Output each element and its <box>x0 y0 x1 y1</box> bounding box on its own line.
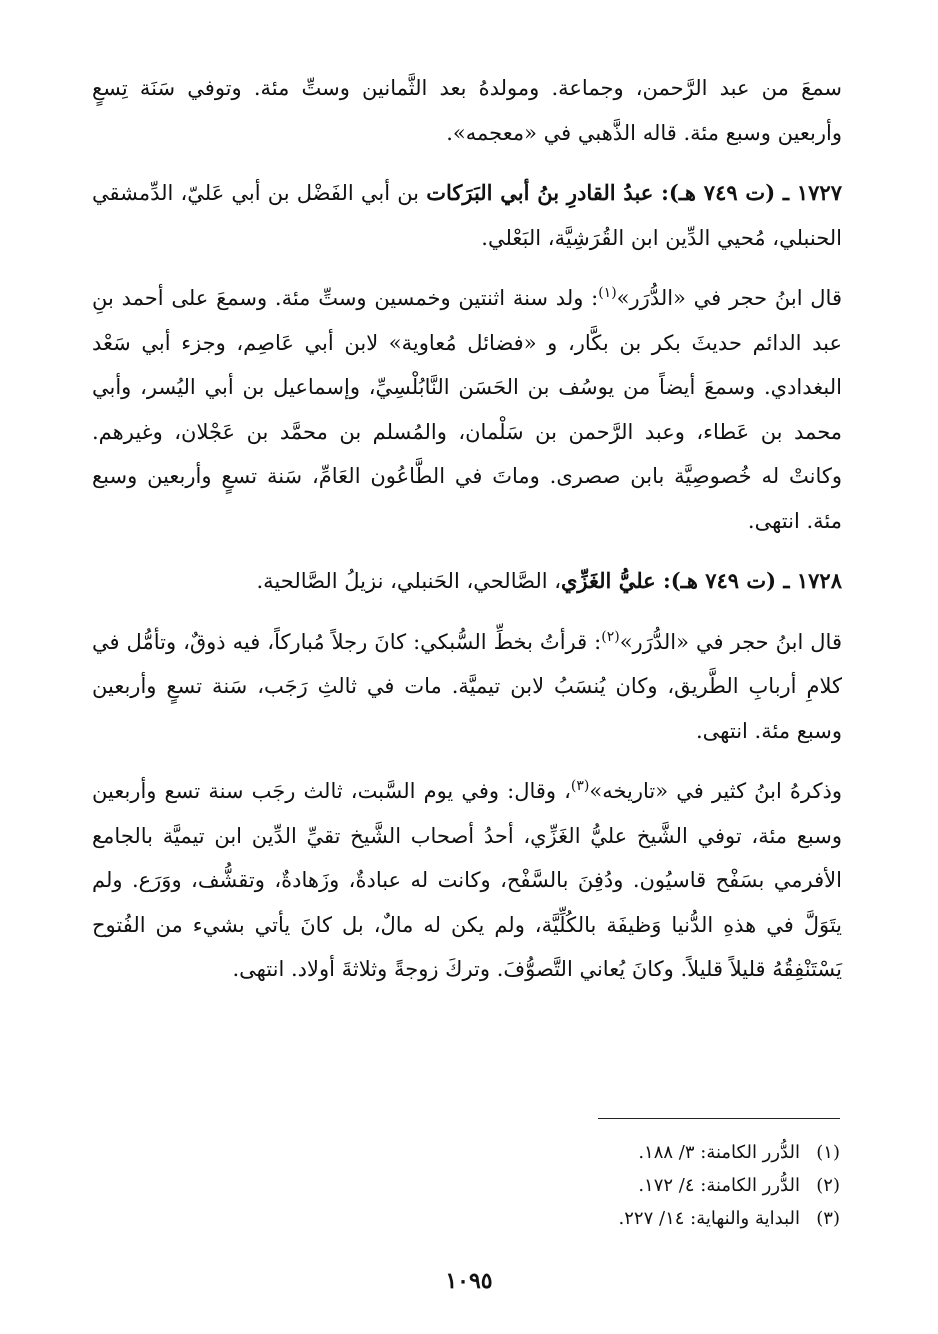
footnote-text: الدُّرر الكامنة: ٤/ ١٧٢. <box>638 1175 800 1196</box>
paragraph-body: : قرأتُ بخطِّ السُّبكي: كانَ رجلاً مُباركاً، فيه ذوقٌ، وتأمُّل في كلامِ أربابِ الطَّريق، وكان يُنسَبُ لابن تيميَّة. مات في ثالثِ رَجَب، سَنة تسعٍ وأربعين وسبع مئة. انتهى. <box>92 629 842 743</box>
paragraph-quote-durar-1 <box>92 276 842 543</box>
entry-text: بن أبي الفَضْل بن أبي عَليّ، الدِّمشقي الحنبلي، مُحيي الدِّين ابن القُرَشِيَّة، البَعْلي. <box>92 181 842 250</box>
entry-1728 <box>92 559 842 604</box>
paragraph-lead: وذكرهُ ابنُ كثير في «تاريخه» <box>589 779 842 803</box>
entry-text: ، الصَّالحي، الحَنبلي، نزيلُ الصَّالحية. <box>256 569 561 593</box>
footnote-ref-3[interactable]: (٣) <box>570 778 590 794</box>
footnotes <box>340 1136 840 1235</box>
page-number: ١٠٩٥ <box>445 1268 493 1294</box>
entry-heading: ١٧٢٨ ـ (ت ٧٤٩ هـ): عليُّ الغَزِّي <box>561 568 842 593</box>
footnote-ref-1[interactable]: (١) <box>598 285 617 301</box>
paragraph-lead: قال ابنُ حجر في «الدُّرَر» <box>619 629 842 654</box>
paragraph-body: ، وقال: وفي يوم السَّبت، ثالث رجَب سنة تسع وأربعين وسبع مئة، توفي الشَّيخ عليُّ الغَزِّي، أحدُ أصحاب الشَّيخ تقيِّ الدِّين ابن تيميَّة بالجامع الأفرمي بسَفْح قاسيُون. ودُفِنَ بالسَّفْح، وكانت له عبادةٌ، وزَهادةٌ، وتقشُّف، ووَرَع. ولم يتَوَلَّ في هذهِ الدُّنيا وَظيفَة بالكُلِّيَّة، ولم يكن له مالٌ، بل كانَ يأتي بشيء من الفُتوح يَسْتَنْفِقُهُ قليلاً قليلاً. وكانَ يُعاني التَّصوُّفَ. وتركَ زوجةً وثلاثةَ أولاد. انتهى. <box>92 779 842 981</box>
footnote-item <box>340 1136 840 1169</box>
paragraph-quote-durar-2 <box>92 620 842 754</box>
footnote-text: البداية والنهاية: ١٤/ ٢٢٧. <box>618 1208 800 1229</box>
paragraph-lead: قال ابنُ حجر في «الدُّرَر» <box>616 286 842 310</box>
footnote-separator <box>598 1118 840 1119</box>
footnote-item <box>340 1169 840 1202</box>
footnote-number: (٢) <box>816 1175 840 1196</box>
paragraph-body: : ولد سنة اثنتين وخمسين وستِّ مئة. وسمعَ على أحمد بنِ عبد الدائم حديثَ بكر بن بكَّار، و «فضائل مُعاوية» لابن أبي عَاصِم، وجزء أبي سَعْد البغدادي. وسمعَ أيضاً من يوسُف بن الحَسَن النَّابُلْسِيِّ، وإسماعيل بن أبي اليُسر، وأبي محمد بن عَطاء، وعبد الرَّحمن بن سَلْمان، والمُسلم بن محمَّد بن عَجْلان، وغيرهم. وكانتْ له خُصوصِيَّة بابن صصرى. وماتَ في الطَّاعُون العَامِّ، سَنة تسعٍ وأربعين وسبع مئة. انتهى. <box>92 286 842 533</box>
paragraph-continuation: سمعَ من عبد الرَّحمن، وجماعة. ومولدهُ بعد الثَّمانين وستِّ مئة. وتوفي سَنَة تِسعٍ وأربعين وسبع مئة. قاله الذَّهبي في «معجمه». <box>92 76 842 145</box>
footnote-number: (١) <box>816 1142 840 1163</box>
paragraph-ibn-kathir <box>92 769 842 992</box>
footnote-text: الدُّرر الكامنة: ٣/ ١٨٨. <box>638 1142 800 1163</box>
footnote-ref-2[interactable]: (٢) <box>601 628 620 645</box>
entry-heading: ١٧٢٧ ـ (ت ٧٤٩ هـ): عبدُ القادرِ بنُ أبي البَرَكات <box>426 180 842 205</box>
footnote-number: (٣) <box>816 1208 840 1229</box>
entry-1727 <box>92 171 842 260</box>
footnote-item <box>340 1202 840 1235</box>
